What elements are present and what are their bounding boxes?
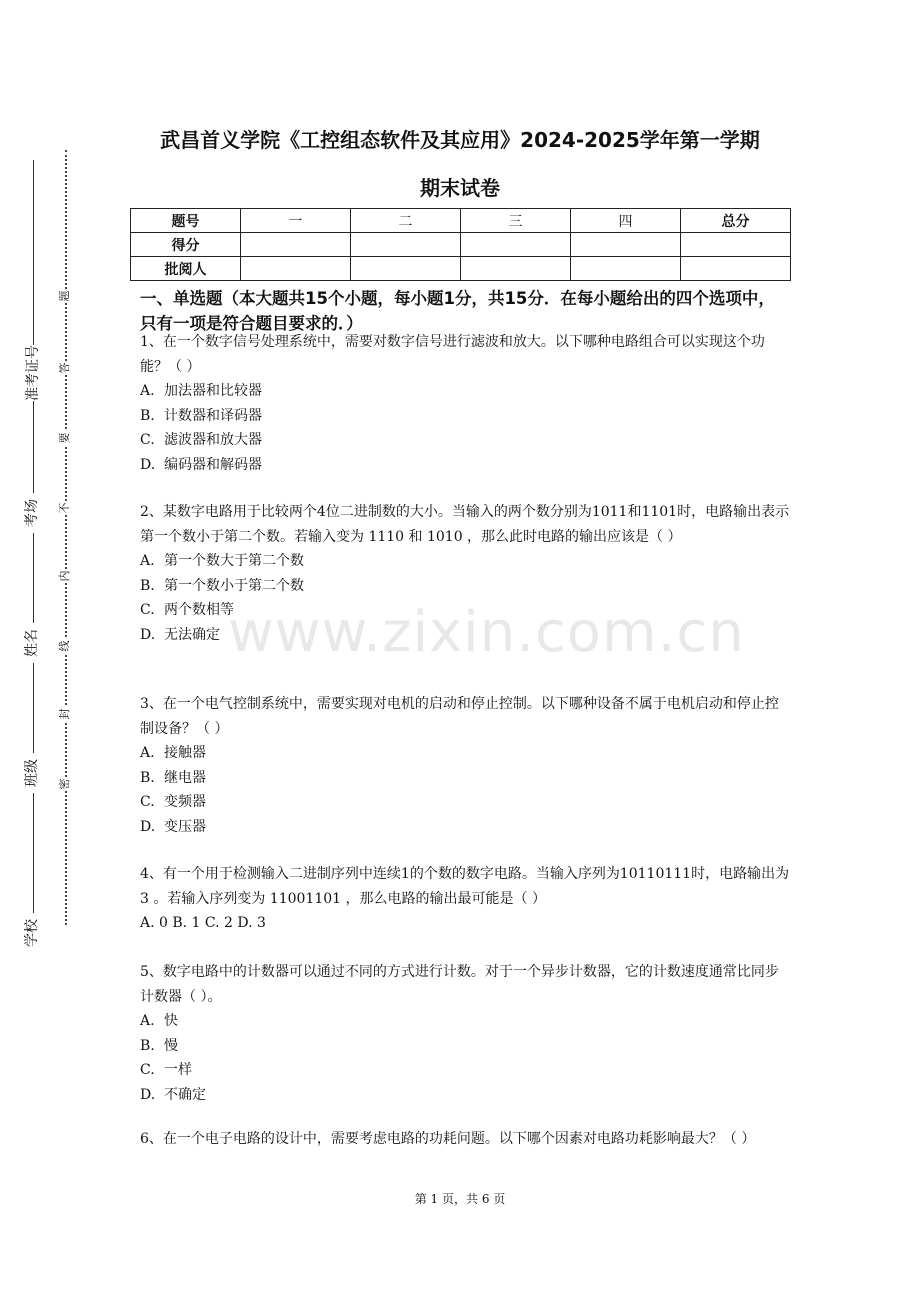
margin-char: 答	[58, 362, 71, 374]
table-cell: 总分	[681, 209, 791, 233]
score-input-cell[interactable]	[461, 233, 571, 257]
question-stem: 1、在一个数字信号处理系统中，需要对数字信号进行滤波和放大。以下哪种电路组合可以实现这个功能？（ ）	[140, 334, 765, 375]
option-c: C. 两个数相等	[140, 602, 234, 618]
page-footer: 第 1 页，共 6 页	[414, 1192, 506, 1206]
exam-title: 武昌首义学院《工控组态软件及其应用》2024-2025学年第一学期	[160, 128, 760, 152]
question-5	[140, 960, 790, 1107]
binding-solid-line	[33, 160, 34, 925]
margin-char: 线	[58, 640, 71, 652]
table-cell: 得分	[131, 233, 241, 257]
margin-char: 题	[58, 290, 71, 302]
field-class-label: 班级	[24, 753, 40, 793]
grader-input-cell[interactable]	[571, 257, 681, 281]
exam-subtitle: 期末试卷	[420, 176, 500, 200]
score-table-row	[131, 209, 791, 233]
margin-char: 封	[58, 708, 71, 720]
question-stem: 6、在一个电子电路的设计中，需要考虑电路的功耗问题。以下哪个因素对电路功耗影响最大？（ ）	[140, 1131, 756, 1147]
grader-input-cell[interactable]	[681, 257, 791, 281]
question-stem: 4、有一个用于检测输入二进制序列中连续1的个数的数字电路。当输入序列为10110111时，电路输出为 3 。若输入序列变为 11001101 ，那么电路的输出最可能是（ ）	[140, 866, 790, 907]
field-school-label: 学校	[24, 913, 40, 953]
score-input-cell[interactable]	[571, 233, 681, 257]
question-3	[140, 692, 790, 839]
grader-input-cell[interactable]	[241, 257, 351, 281]
question-stem: 2、某数字电路用于比较两个4位二进制数的大小。当输入的两个数分别为1011和1101时，电路输出表示第一个数小于第二个数。若输入变为 1110 和 1010 ，那么此时电路的输出应该是（ ）	[140, 504, 790, 545]
score-table	[130, 208, 791, 281]
table-cell: 批阅人	[131, 257, 241, 281]
question-6	[140, 1127, 790, 1152]
binding-dotted-line	[65, 150, 67, 925]
option-b: B. 继电器	[140, 769, 206, 786]
table-cell: 三	[461, 209, 571, 233]
table-cell: 一	[241, 209, 351, 233]
field-exam-room-label: 考场	[24, 493, 40, 533]
watermark: www.zixin.com.cn	[228, 600, 745, 665]
option-d: D. 编码器和解码器	[140, 456, 262, 473]
option-d: D. 不确定	[140, 1086, 206, 1103]
margin-char: 内	[58, 570, 71, 582]
option-b: B. 计数器和译码器	[140, 407, 262, 424]
table-cell: 二	[351, 209, 461, 233]
margin-char: 要	[58, 432, 71, 444]
question-stem: 3、在一个电气控制系统中，需要实现对电机的启动和停止控制。以下哪种设备不属于电机启动和停止控制设备？（ ）	[140, 696, 779, 737]
option-a: A. 快	[140, 1013, 178, 1029]
question-4	[140, 862, 790, 936]
score-input-cell[interactable]	[351, 233, 461, 257]
question-stem: 5、数字电路中的计数器可以通过不同的方式进行计数。对于一个异步计数器，它的计数速度通常比同步计数器（ ）。	[140, 964, 779, 1005]
margin-char: 密	[58, 778, 71, 790]
score-table-row	[131, 257, 791, 281]
field-exam-id-label: 准考证号	[25, 345, 41, 401]
field-name-label: 姓名	[24, 623, 40, 663]
section-heading: 一、单选题（本大题共15个小题，每小题1分，共15分．在每小题给出的四个选项中，只有一项是符合题目要求的．）	[140, 289, 775, 333]
option-b: B. 慢	[140, 1037, 178, 1054]
option-a: A. 接触器	[140, 745, 206, 761]
question-1	[140, 330, 790, 477]
option-d: D. 变压器	[140, 818, 206, 835]
score-input-cell[interactable]	[681, 233, 791, 257]
grader-input-cell[interactable]	[461, 257, 571, 281]
option-d: D. 无法确定	[140, 626, 220, 643]
option-a: A. 第一个数大于第二个数	[140, 553, 304, 569]
table-cell: 四	[571, 209, 681, 233]
table-cell: 题号	[131, 209, 241, 233]
option-c: C. 一样	[140, 1062, 192, 1078]
score-input-cell[interactable]	[241, 233, 351, 257]
option-c: C. 变频器	[140, 794, 206, 810]
grader-input-cell[interactable]	[351, 257, 461, 281]
option-b: B. 第一个数小于第二个数	[140, 577, 304, 594]
option-c: C. 滤波器和放大器	[140, 432, 262, 448]
options-inline: A. 0 B. 1 C. 2 D. 3	[140, 915, 266, 931]
score-table-row	[131, 233, 791, 257]
option-a: A. 加法器和比较器	[140, 383, 262, 399]
margin-char: 不	[58, 502, 71, 514]
